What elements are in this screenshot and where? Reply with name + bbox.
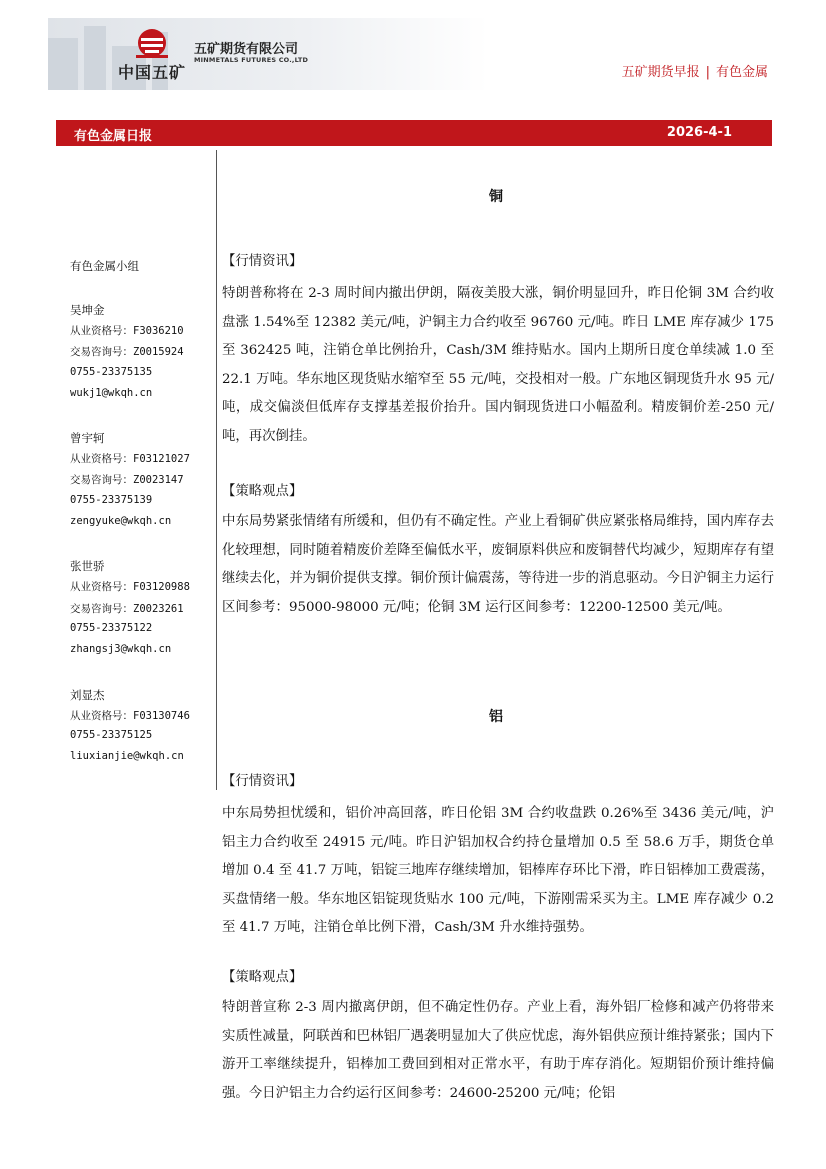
- report-date: 2026-4-1: [666, 125, 732, 140]
- analyst-email: liuxianjie@wkqh.cn: [70, 750, 184, 763]
- analyst-email: zhangsj3@wkqh.cn: [70, 643, 172, 656]
- minmetals-logo-icon: [132, 26, 172, 60]
- section-title-aluminum: 铝: [489, 709, 503, 725]
- analyst-card: [70, 687, 210, 772]
- strategy-label: 【策略观点】: [222, 970, 303, 985]
- copper-strategy-text: 中东局势紧张情绪有所缓和，但仍有不确定性。产业上看铜矿供应紧张格局维持，国内库存去化较理想，同时随着精废价差降至偏低水平，废铜原料供应和废铜替代均减少，短期库存有望继续去化，并为铜价提供支撑。铜价预计偏震荡，等待进一步的消息驱动。今日沪铜主力运行区间参考：95000-98000 元/吨；伦铜 3M 运行区间参考：12200-12500 美元/吨。: [222, 514, 774, 615]
- report-breadcrumb: [622, 61, 768, 80]
- market-label: 【行情资讯】: [222, 254, 303, 269]
- market-label: 【行情资讯】: [222, 774, 303, 789]
- analyst-consult-id: 交易咨询号：Z0023261: [70, 602, 184, 615]
- section-title-copper: 铜: [489, 189, 503, 205]
- report-title: 有色金属日报: [74, 129, 153, 144]
- analyst-license: 从业资格号：F03130746: [70, 709, 190, 722]
- analyst-consult-id: 交易咨询号：Z0023147: [70, 474, 184, 487]
- analyst-name: 曾宇轲: [70, 431, 105, 446]
- analyst-card: [70, 558, 210, 664]
- analyst-license: 从业资格号：F3036210: [70, 325, 184, 337]
- analyst-email: wukj1@wkqh.cn: [70, 386, 153, 399]
- report-title-bar: [56, 120, 772, 146]
- breadcrumb-separator: |: [705, 65, 710, 80]
- analyst-card: [70, 430, 210, 536]
- logo-text: 中国五矿: [118, 63, 187, 82]
- aluminum-market-text: 中东局势担忧缓和，铝价冲高回落，昨日伦铝 3M 合约收盘跌 0.26%至 3436 美元/吨，沪铝主力合约收至 24915 元/吨。昨日沪铝加权合约持仓量增加 0.5 至 58.6 万手，期货仓单增加 0.4 至 41.7 万吨，铝锭三地库存继续增加，铝棒库存环比下滑，昨日铝棒加工费震荡，买盘情绪一般。华东地区铝锭现货贴水 100 元/吨，下游刚需采买为主。LME 库存减少 0.2 至 41.7 万吨，注销仓单比例下滑，Cash/3M 升水维持强势。: [222, 806, 774, 936]
- analyst-card: [70, 302, 210, 408]
- report-category: 有色金属: [715, 65, 768, 80]
- analyst-consult-id: 交易咨询号：Z0015924: [70, 346, 184, 359]
- analyst-name: 张世骄: [70, 559, 105, 574]
- analyst-phone: 0755-23375122: [70, 621, 153, 634]
- analyst-name: 刘显杰: [70, 687, 105, 702]
- analyst-phone: 0755-23375139: [70, 493, 153, 506]
- analyst-license: 从业资格号：F03120988: [70, 581, 190, 594]
- company-name-cn: 五矿期货有限公司: [194, 42, 299, 57]
- group-name: 有色金属小组: [70, 259, 139, 273]
- analyst-sidebar: [70, 258, 210, 793]
- analyst-name: 吴坤金: [70, 303, 105, 317]
- sidebar-divider: [216, 150, 217, 790]
- analyst-license: 从业资格号：F03121027: [70, 453, 190, 466]
- analyst-phone: 0755-23375135: [70, 365, 153, 378]
- strategy-label: 【策略观点】: [222, 484, 303, 499]
- analyst-email: zengyuke@wkqh.cn: [70, 515, 172, 528]
- aluminum-strategy-text: 特朗普宣称 2-3 周内撤离伊朗，但不确定性仍存。产业上看，海外铝厂检修和减产仍将带来实质性减量，阿联酋和巴林铝厂遇袭明显加大了供应忧虑，海外铝供应预计维持紧张；国内下游开工率继续提升，铝棒加工费回到相对正常水平，有助于库存消化。短期铝价预计维持偏强。今日沪铝主力合约运行区间参考：24600-25200 元/吨；伦铝: [222, 1000, 774, 1101]
- analyst-phone: 0755-23375125: [70, 728, 153, 741]
- report-type: 五矿期货早报: [621, 65, 700, 80]
- copper-market-text: 特朗普称将在 2-3 周时间内撤出伊朗，隔夜美股大涨，铜价明显回升，昨日伦铜 3M 合约收盘涨 1.54%至 12382 美元/吨，沪铜主力合约收至 96760 元/吨。昨日 LME 库存减少 175 至 362425 吨，注销仓单比例抬升，Cash/3M 维持贴水。国内上期所日度仓单续减 1.0 至 22.1 万吨。华东地区现货贴水缩窄至 55 元/吨，交投相对一般。广东地区铜现货升水 95 元/吨，成交偏淡但低库存支撑基差报价抬升。国内铜现货进口小幅盈利。精废铜价差-250 元/吨，再次倒挂。: [222, 286, 774, 444]
- company-name-en: MINMETALS FUTURES CO.,LTD: [194, 56, 309, 64]
